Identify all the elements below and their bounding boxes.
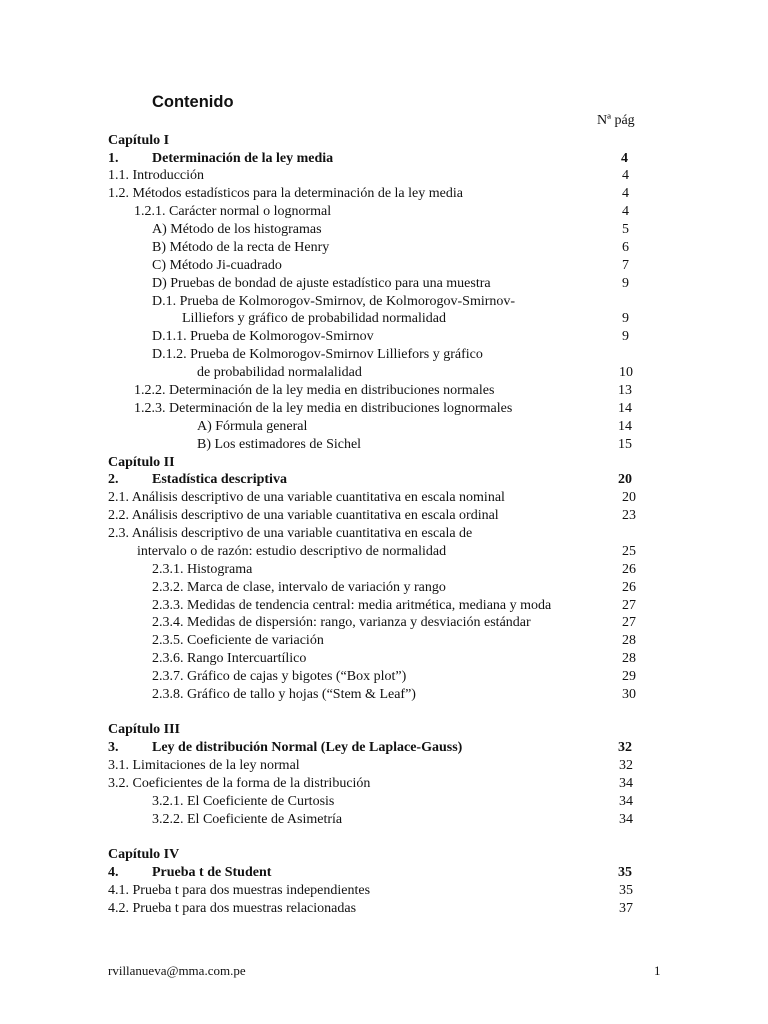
- toc-page-number: 4: [621, 151, 628, 166]
- toc-entry-title: 2.3.2. Marca de clase, intervalo de variación y rango: [152, 580, 446, 595]
- toc-page-number: 9: [622, 311, 629, 326]
- toc-page-number: 35: [618, 865, 632, 880]
- toc-entry-title: D.1.2. Prueba de Kolmorogov-Smirnov Lilliefors y gráfico: [152, 347, 483, 362]
- toc-page-number: 13: [618, 383, 632, 398]
- toc-entry: [0, 793, 768, 811]
- toc-entry: [0, 614, 768, 632]
- toc-entry-title: intervalo o de razón: estudio descriptivo de normalidad: [137, 544, 447, 559]
- toc-page-number: 34: [619, 776, 633, 791]
- toc-entry-title: C) Método Ji-cuadrado: [152, 258, 282, 273]
- toc-section-number: 1.: [108, 151, 119, 166]
- toc-entry-title: Capítulo III: [108, 722, 180, 737]
- toc-page-number: 10: [619, 365, 633, 380]
- toc-entry: [0, 257, 768, 275]
- toc-chapter-heading: [0, 721, 768, 739]
- footer-email: rvillanueva@mma.com.pe: [108, 963, 246, 978]
- toc-section-heading: [0, 471, 768, 489]
- toc-entry: [0, 882, 768, 900]
- toc-chapter-heading: [0, 132, 768, 150]
- toc-section-heading: [0, 150, 768, 168]
- toc-entry-title: 2.1. Análisis descriptivo de una variable cuantitativa en escala nominal: [108, 490, 505, 505]
- toc-entry-title: 2.3.7. Gráfico de cajas y bigotes (“Box plot”): [152, 669, 407, 684]
- toc-page-number: 28: [622, 651, 636, 666]
- toc-entry: [0, 579, 768, 597]
- toc-entry-title: 2.2. Análisis descriptivo de una variable cuantitativa en escala ordinal: [108, 508, 499, 523]
- toc-entry-title: 1.2.2. Determinación de la ley media en distribuciones normales: [134, 383, 495, 398]
- toc-entry: [0, 293, 768, 311]
- toc-entry-title: D.1. Prueba de Kolmorogov-Smirnov, de Kolmorogov-Smirnov-: [152, 294, 516, 309]
- toc-section-heading: [0, 864, 768, 882]
- toc-page-number: 9: [622, 329, 629, 344]
- toc-page-number: 35: [619, 883, 633, 898]
- toc-page-number: 27: [622, 615, 636, 630]
- toc-entry-title: Ley de distribución Normal (Ley de Laplace-Gauss): [152, 740, 463, 755]
- toc-entry-title: 3.2. Coeficientes de la forma de la distribución: [108, 776, 371, 791]
- toc-entry: [0, 811, 768, 829]
- toc-entry-title: 2.3.3. Medidas de tendencia central: media aritmética, mediana y moda: [152, 598, 552, 613]
- toc-page-number: 15: [618, 437, 632, 452]
- toc-entry-title: Capítulo I: [108, 133, 170, 148]
- toc-entry-title: A) Método de los histogramas: [152, 222, 322, 237]
- toc-page-number: 4: [622, 186, 629, 201]
- toc-entry-title: D.1.1. Prueba de Kolmorogov-Smirnov: [152, 329, 374, 344]
- toc-page-number: 14: [618, 419, 632, 434]
- toc-page-number: 37: [619, 901, 633, 916]
- page-column-header: Nª pág: [597, 113, 635, 128]
- toc-entry-title: B) Los estimadores de Sichel: [197, 437, 362, 452]
- toc-entry: [0, 185, 768, 203]
- toc-page-number: 26: [622, 562, 636, 577]
- toc-entry-title: 2.3.8. Gráfico de tallo y hojas (“Stem & Leaf”): [152, 687, 416, 702]
- toc-entry-title: 2.3.5. Coeficiente de variación: [152, 633, 324, 648]
- toc-entry: [0, 346, 768, 364]
- toc-entry: [0, 418, 768, 436]
- toc-entry-title: 2.3.1. Histograma: [152, 562, 253, 577]
- toc-page-number: 32: [619, 758, 633, 773]
- toc-page-number: 20: [622, 490, 636, 505]
- toc-entry: [0, 489, 768, 507]
- toc-entry: [0, 561, 768, 579]
- toc-entry: [0, 775, 768, 793]
- toc-entry-title: Prueba t de Student: [152, 865, 272, 880]
- toc-entry: [0, 507, 768, 525]
- toc-page-number: 25: [622, 544, 636, 559]
- toc-page-number: 9: [622, 276, 629, 291]
- toc-page-number: 7: [622, 258, 629, 273]
- toc-entry-title: 4.2. Prueba t para dos muestras relacionadas: [108, 901, 357, 916]
- toc-entry: [0, 436, 768, 454]
- toc-page-number: 6: [622, 240, 629, 255]
- toc-page-number: 30: [622, 687, 636, 702]
- page-title: Contenido: [152, 92, 234, 111]
- toc-page-number: 23: [622, 508, 636, 523]
- toc-entry-title: Lilliefors y gráfico de probabilidad normalidad: [182, 311, 446, 326]
- toc-entry: [0, 668, 768, 686]
- toc-entry-title: B) Método de la recta de Henry: [152, 240, 330, 255]
- toc-page-number: 4: [622, 204, 629, 219]
- toc-page-number: 4: [622, 168, 629, 183]
- toc-entry: [0, 221, 768, 239]
- toc-page-number: 28: [622, 633, 636, 648]
- toc-entry: [0, 364, 768, 382]
- toc-entry: [0, 650, 768, 668]
- footer-page-number: 1: [654, 963, 661, 978]
- toc-entry-title: Estadística descriptiva: [152, 472, 287, 487]
- toc-page-number: 27: [622, 598, 636, 613]
- toc-entry-title: 2.3.4. Medidas de dispersión: rango, varianza y desviación estándar: [152, 615, 531, 630]
- toc-entry-title: Capítulo II: [108, 455, 175, 470]
- toc-entry-title: 3.2.2. El Coeficiente de Asimetría: [152, 812, 343, 827]
- toc-page-number: 20: [618, 472, 632, 487]
- toc-entry: [0, 757, 768, 775]
- toc-entry-title: 1.2.1. Carácter normal o lognormal: [134, 204, 332, 219]
- toc-entry-title: 1.1. Introducción: [108, 168, 205, 183]
- toc-entry: [0, 400, 768, 418]
- toc-entry: [0, 597, 768, 615]
- toc-entry-title: 2.3.6. Rango Intercuartílico: [152, 651, 307, 666]
- toc-entry: [0, 900, 768, 918]
- toc-entry: [0, 275, 768, 293]
- toc-section-number: 2.: [108, 472, 119, 487]
- toc-page-number: 14: [618, 401, 632, 416]
- toc-entry-title: 1.2. Métodos estadísticos para la determinación de la ley media: [108, 186, 463, 201]
- toc-entry: [0, 525, 768, 543]
- toc-entry-title: 1.2.3. Determinación de la ley media en distribuciones lognormales: [134, 401, 513, 416]
- toc-entry-title: 2.3. Análisis descriptivo de una variable cuantitativa en escala de: [108, 526, 473, 541]
- toc-entry-title: Capítulo IV: [108, 847, 180, 862]
- toc-entry-title: de probabilidad normalalidad: [197, 365, 362, 380]
- toc-page-number: 5: [622, 222, 629, 237]
- toc-section-heading: [0, 739, 768, 757]
- toc-section-number: 3.: [108, 740, 119, 755]
- toc-entry-title: Determinación de la ley media: [152, 151, 334, 166]
- toc-entry-title: 4.1. Prueba t para dos muestras independientes: [108, 883, 371, 898]
- toc-entry-title: D) Pruebas de bondad de ajuste estadístico para una muestra: [152, 276, 491, 291]
- toc-entry: [0, 203, 768, 221]
- toc-entry: [0, 632, 768, 650]
- toc-section-number: 4.: [108, 865, 119, 880]
- toc-entry: [0, 543, 768, 561]
- toc-page-number: 29: [622, 669, 636, 684]
- toc-page-number: 34: [619, 794, 633, 809]
- toc-entry: [0, 686, 768, 704]
- toc-entry: [0, 310, 768, 328]
- toc-entry: [0, 328, 768, 346]
- toc-entry-title: A) Fórmula general: [197, 419, 308, 434]
- toc-entry-title: 3.2.1. El Coeficiente de Curtosis: [152, 794, 335, 809]
- toc-entry: [0, 167, 768, 185]
- toc-entry-title: 3.1. Limitaciones de la ley normal: [108, 758, 300, 773]
- toc-chapter-heading: [0, 454, 768, 472]
- toc-page-number: 26: [622, 580, 636, 595]
- toc-entry: [0, 382, 768, 400]
- toc-entry: [0, 239, 768, 257]
- toc-page-number: 34: [619, 812, 633, 827]
- toc-chapter-heading: [0, 846, 768, 864]
- toc-page-number: 32: [618, 740, 632, 755]
